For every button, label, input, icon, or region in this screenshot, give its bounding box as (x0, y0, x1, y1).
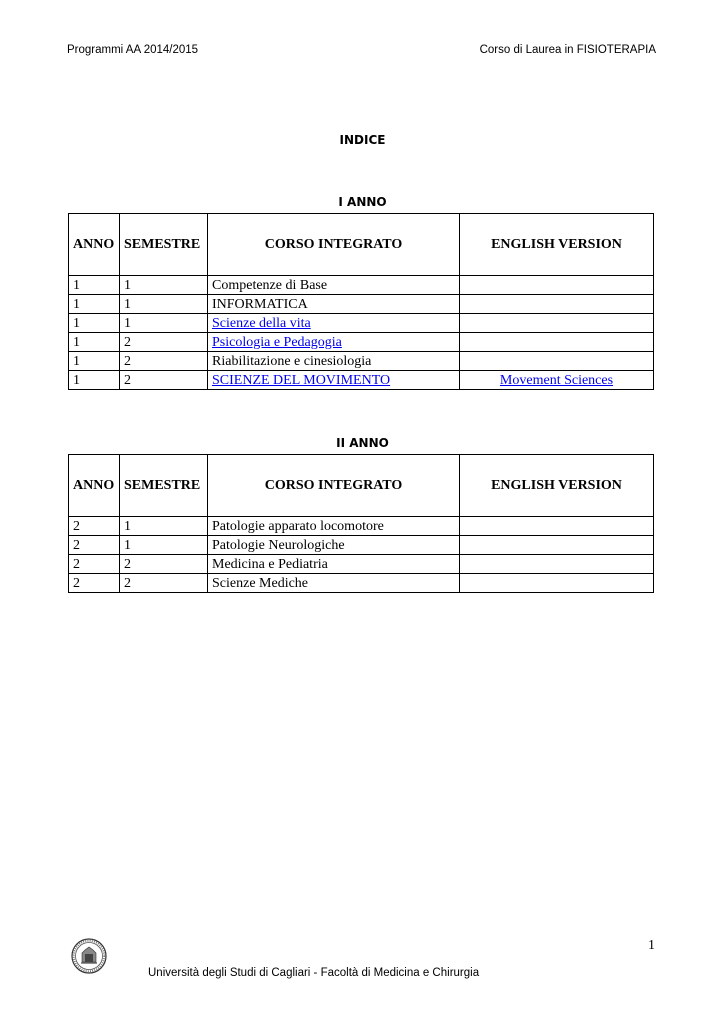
cell-anno: 1 (69, 314, 120, 333)
header-right: Corso di Laurea in FISIOTERAPIA (479, 44, 656, 56)
index-title: INDICE (339, 133, 386, 147)
cell-corso: Medicina e Pediatria (208, 555, 460, 574)
footer-text: Università degli Studi di Cagliari - Facoltà di Medicina e Chirurgia (148, 967, 480, 979)
year2-title: II ANNO (336, 436, 389, 450)
cell-anno: 2 (69, 517, 120, 536)
table-row (69, 352, 654, 371)
cell-english (460, 536, 654, 555)
cell-corso: Competenze di Base (208, 276, 460, 295)
table-row (69, 536, 654, 555)
cell-semestre: 2 (120, 574, 208, 593)
cell-english (460, 333, 654, 352)
table-row (69, 276, 654, 295)
col-english-header: ENGLISH VERSION (460, 455, 654, 517)
course-link-scienze-della-vita[interactable]: Scienze della vita (212, 315, 311, 331)
course-link-psicologia-e-pedagogia[interactable]: Psicologia e Pedagogia (212, 334, 342, 350)
university-seal-icon (71, 938, 107, 974)
cell-semestre: 1 (120, 276, 208, 295)
year1-title: I ANNO (338, 195, 387, 209)
table-row (69, 574, 654, 593)
course-link-scienze-del-movimento[interactable]: SCIENZE DEL MOVIMENTO (212, 372, 391, 388)
cell-anno: 1 (69, 295, 120, 314)
year2-header-row (69, 455, 654, 517)
cell-semestre: 2 (120, 371, 208, 390)
col-semestre-header: SEMESTRE (120, 455, 208, 517)
table-row (69, 517, 654, 536)
english-link-movement-sciences[interactable]: Movement Sciences (499, 372, 614, 388)
cell-english (460, 295, 654, 314)
table-row (69, 555, 654, 574)
header-left: Programmi AA 2014/2015 (67, 44, 199, 56)
cell-semestre: 1 (120, 517, 208, 536)
cell-anno: 1 (69, 276, 120, 295)
cell-semestre: 2 (120, 352, 208, 371)
cell-english (460, 352, 654, 371)
cell-corso: Patologie apparato locomotore (208, 517, 460, 536)
cell-anno: 1 (69, 371, 120, 390)
table-row (69, 314, 654, 333)
cell-semestre: 1 (120, 536, 208, 555)
cell-corso: Scienze Mediche (208, 574, 460, 593)
cell-corso (208, 371, 460, 390)
cell-semestre: 1 (120, 295, 208, 314)
page-number: 1 (648, 938, 655, 953)
cell-english (460, 314, 654, 333)
cell-corso: INFORMATICA (208, 295, 460, 314)
cell-corso (208, 333, 460, 352)
col-english-header: ENGLISH VERSION (460, 214, 654, 276)
cell-english (460, 555, 654, 574)
table-row (69, 333, 654, 352)
cell-anno: 2 (69, 536, 120, 555)
cell-corso: Riabilitazione e cinesiologia (208, 352, 460, 371)
cell-corso (208, 314, 460, 333)
year1-header-row (69, 214, 654, 276)
cell-semestre: 2 (120, 333, 208, 352)
cell-corso: Patologie Neurologiche (208, 536, 460, 555)
cell-english (460, 371, 654, 390)
col-corso-header: CORSO INTEGRATO (208, 455, 460, 517)
cell-anno: 1 (69, 333, 120, 352)
col-anno-header: ANNO (69, 455, 120, 517)
col-semestre-header: SEMESTRE (120, 214, 208, 276)
table-row (69, 295, 654, 314)
cell-english (460, 574, 654, 593)
table-row (69, 371, 654, 390)
cell-semestre: 2 (120, 555, 208, 574)
cell-anno: 2 (69, 574, 120, 593)
cell-english (460, 276, 654, 295)
year2-table (68, 454, 654, 593)
cell-english (460, 517, 654, 536)
cell-semestre: 1 (120, 314, 208, 333)
cell-anno: 1 (69, 352, 120, 371)
cell-anno: 2 (69, 555, 120, 574)
col-anno-header: ANNO (69, 214, 120, 276)
year1-table (68, 213, 654, 390)
col-corso-header: CORSO INTEGRATO (208, 214, 460, 276)
